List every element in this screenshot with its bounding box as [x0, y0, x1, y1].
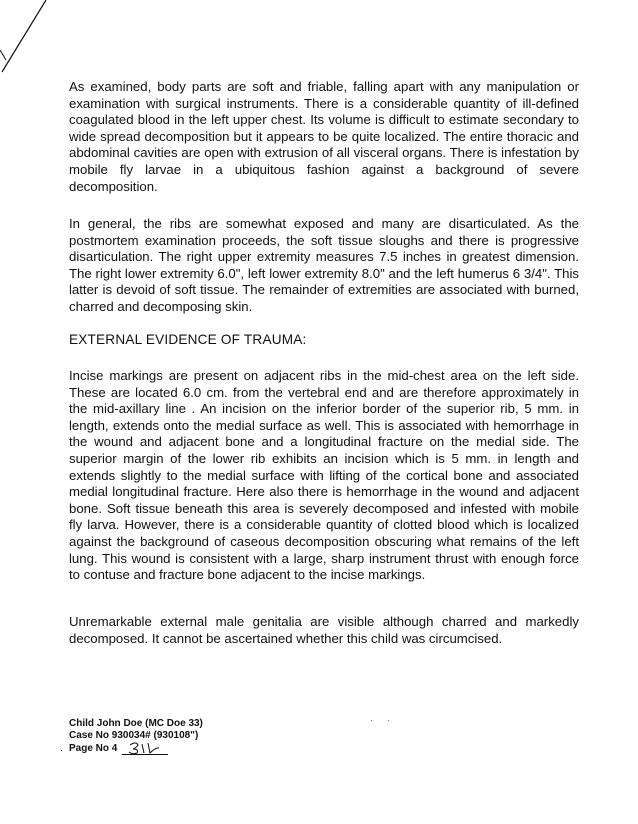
footer-case-number: Case No 930034# (930108")	[69, 730, 199, 742]
scan-edge-line	[0, 0, 60, 80]
scan-specks: · ·	[370, 716, 396, 725]
paragraph-incise-markings: Incise markings are present on adjacent ribs in the mid-chest area on the left side. These are located 6.0 cm. from the vertebral end and are therefore approximately in the mid-axillary line . An incision on the inferior border of the superior rib, 5 mm. in length, extends onto the medial surface as well. This is associated with hemorrhage in the wound and adjacent bone and a longitudinal fracture on the medial side. The superior margin of the lower rib exhibits an incision which is 5 mm. in length and extends slightly to the medial surface with lifting of the cortical bone and associated medial longitudinal fracture. Here also there is hemorrhage in the wound and adjacent bone. Soft tissue beneath this area is severely decomposed and infested with mobile fly larva. However, there is a considerable quantity of clotted blood which is localized against the background of caseous decomposition obscuring what remains of the left lung. This wound is consistent with a large, sharp instrument thrust with enough force to contuse and fracture bone adjacent to the incise markings.	[69, 368, 579, 583]
margin-mark: ·	[60, 745, 63, 755]
footer-case-name: Child John Doe (MC Doe 33)	[69, 718, 203, 729]
paragraph-ribs-extremities: In general, the ribs are somewhat exposed and many are disarticulated. As the postmortem examination proceeds, the soft tissue sloughs and there is progressive disarticulation. The right upper extremity measures 7.5 inches in greatest dimension. The right lower extremity 6.0", left lower extremity 8.0" and the left humerus 6 3/4". This latter is devoid of soft tissue. The remainder of extremities are associated with burned, charred and decomposing skin.	[69, 216, 579, 314]
footer-page-line	[69, 743, 203, 755]
paragraph-body-condition: As examined, body parts are soft and friable, falling apart with any manipulation or examination with surgical instruments. There is a considerable quantity of ill-defined coagulated blood in the left upper chest. Its volume is difficult to estimate secondary to wide spread decomposition but it appears to be quite localized. The entire thoracic and abdominal cavities are open with extrusion of all visceral organs. There is infestation by mobile fly larvae in a ubiquitous fashion against a background of severe decomposition.	[69, 79, 579, 194]
handwritten-page-annotation	[122, 744, 168, 755]
section-heading: EXTERNAL EVIDENCE OF TRAUMA:	[69, 332, 307, 347]
footer-page-number: Page No 4	[69, 742, 118, 754]
paragraph-genitalia: Unremarkable external male genitalia are visible although charred and markedly decomposed. It cannot be ascertained whether this child was circumcised.	[69, 614, 579, 646]
document-footer	[69, 718, 203, 755]
